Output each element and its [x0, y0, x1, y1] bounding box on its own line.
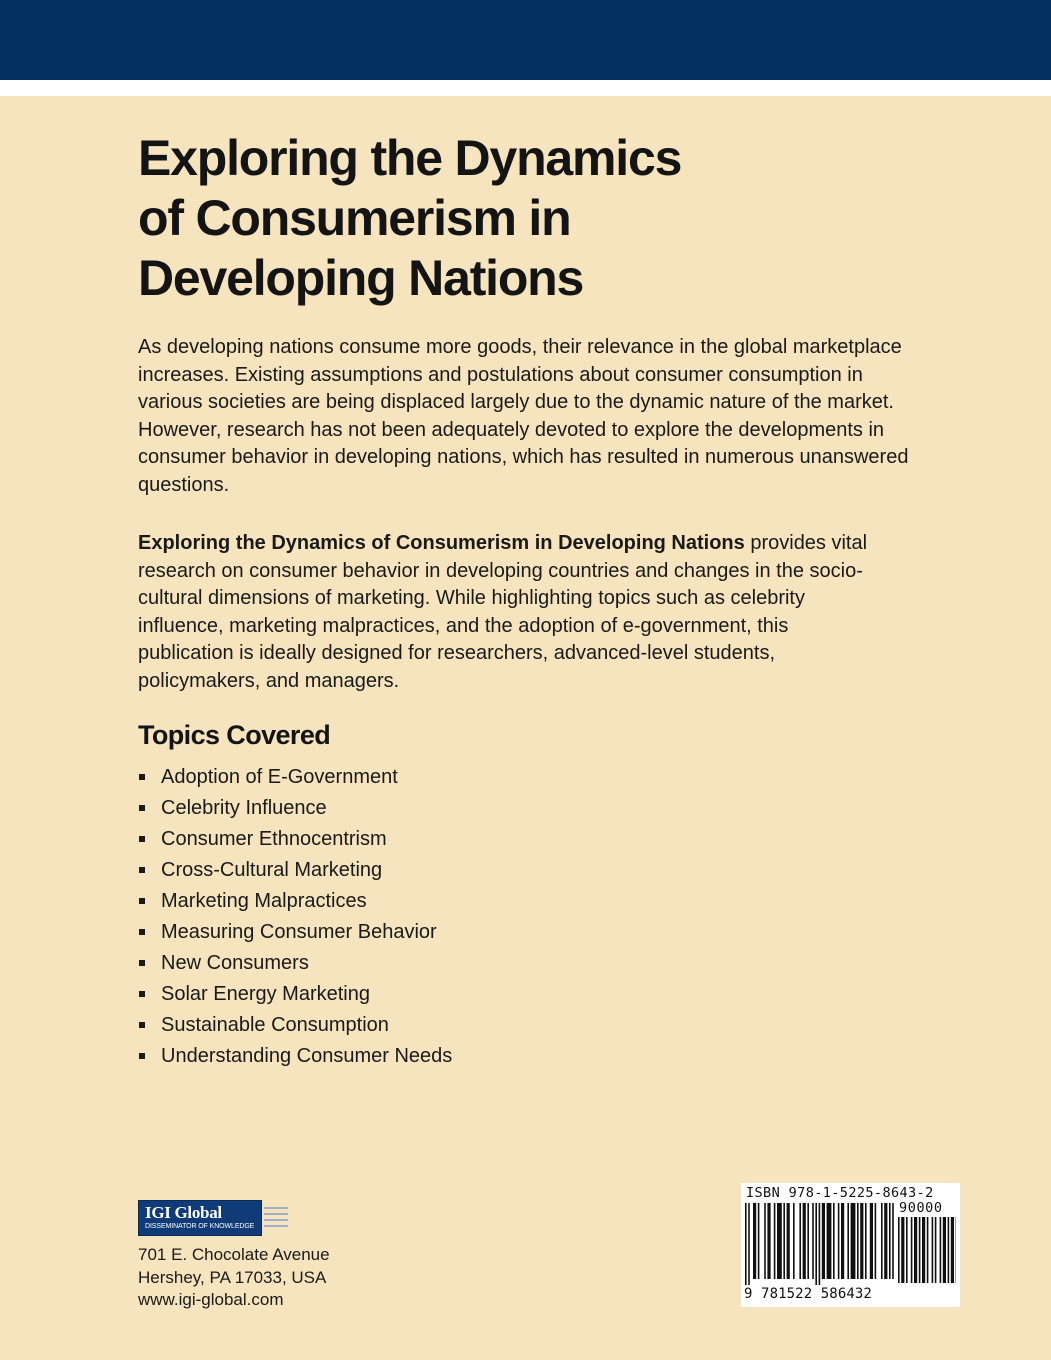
addon-digits: 90000	[899, 1200, 943, 1216]
logo-name: IGI Global	[145, 1203, 222, 1222]
topic-label: Celebrity Influence	[161, 797, 327, 819]
square-bullet-icon	[139, 960, 145, 966]
address-line: 701 E. Chocolate Avenue	[138, 1245, 330, 1264]
topic-label: Measuring Consumer Behavior	[161, 921, 437, 943]
topics-list	[138, 762, 452, 1072]
logo-box	[138, 1200, 262, 1236]
topic-label: Solar Energy Marketing	[161, 983, 370, 1005]
square-bullet-icon	[139, 774, 145, 780]
topic-item	[138, 1010, 452, 1041]
top-white-stripe	[0, 80, 1051, 96]
square-bullet-icon	[139, 1022, 145, 1028]
top-color-band	[0, 0, 1051, 80]
topic-label: Consumer Ethnocentrism	[161, 828, 387, 850]
square-bullet-icon	[139, 867, 145, 873]
topics-heading: Topics Covered	[138, 720, 331, 750]
isbn-barcode	[741, 1183, 960, 1307]
addon-barcode-bars-icon	[898, 1217, 956, 1285]
book-title-inline: Exploring the Dynamics of Consumerism in Developing Nations	[138, 532, 745, 554]
topic-label: Understanding Consumer Needs	[161, 1045, 453, 1067]
ean-digits: 9 781522 586432	[744, 1286, 872, 1302]
title-line: Exploring the Dynamics	[138, 130, 682, 186]
topic-label: Adoption of E-Government	[161, 766, 398, 788]
square-bullet-icon	[139, 929, 145, 935]
address-line: Hershey, PA 17033, USA	[138, 1267, 327, 1287]
square-bullet-icon	[139, 1053, 145, 1059]
title-line: Developing Nations	[138, 250, 584, 306]
publisher-address	[138, 1244, 330, 1312]
topic-item	[138, 1041, 452, 1072]
description-paragraph-2	[138, 530, 868, 695]
square-bullet-icon	[139, 991, 145, 997]
book-title	[138, 128, 898, 308]
topic-item	[138, 886, 452, 917]
topic-item	[138, 793, 452, 824]
title-line: of Consumerism in	[138, 190, 571, 246]
ean-barcode-bars-icon	[745, 1203, 895, 1285]
topic-label: Marketing Malpractices	[161, 890, 367, 912]
square-bullet-icon	[139, 836, 145, 842]
topic-item	[138, 855, 452, 886]
topic-item	[138, 824, 452, 855]
topic-item	[138, 917, 452, 948]
logo-speed-lines-icon	[264, 1207, 288, 1231]
square-bullet-icon	[139, 898, 145, 904]
logo-tagline: DISSEMINATOR OF KNOWLEDGE	[145, 1223, 255, 1230]
description-paragraph-2-text: provides vital research on consumer behavior in developing countries and changes in the socio-cultural dimensions of marketing. While highlighting topics such as celebrity influence, marketing malpractices, and the adoption of e-government, this publication is ideally designed for researchers, advanced-level students, policymakers, and managers.	[138, 532, 868, 692]
website-link: www.igi-global.com	[138, 1290, 284, 1309]
publisher-logo	[138, 1200, 288, 1236]
topic-label: Sustainable Consumption	[161, 1014, 389, 1036]
description-paragraph-1: As developing nations consume more goods, their relevance in the global marketplace increases. Existing assumptions and postulations about consumer consumption in various societies are being displaced largely due to the dynamic nature of the market. However, research has not been adequately devoted to explore the developments in consumer behavior in developing nations, which has resulted in numerous unanswered questions.	[138, 336, 909, 496]
topic-item	[138, 948, 452, 979]
topic-label: Cross-Cultural Marketing	[161, 859, 383, 881]
topic-label: New Consumers	[161, 952, 309, 974]
isbn-text: ISBN 978-1-5225-8643-2	[746, 1185, 934, 1201]
square-bullet-icon	[139, 805, 145, 811]
topic-item	[138, 979, 452, 1010]
topic-item	[138, 762, 452, 793]
